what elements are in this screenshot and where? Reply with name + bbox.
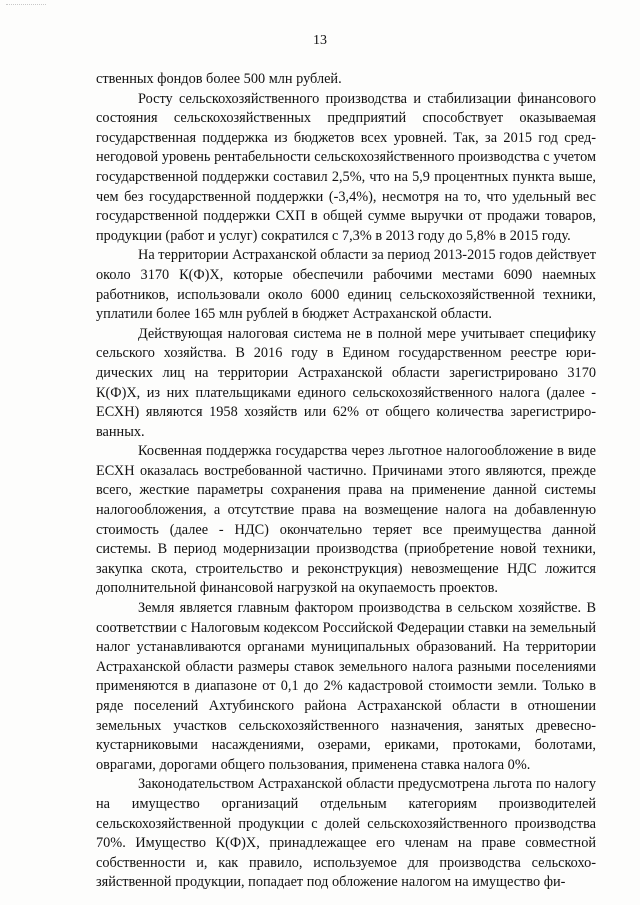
paragraph: Действующая налоговая система не в полной мере учитывает специфику сельского хозяйства. В 2016 году в Едином государственном реестре юридических лиц на территории Астраханской области зарегистрировано 3170 К(Ф)Х, из них плательщиками единого сельскохозяйственного налога (далее - ЕСХН) являются 1958 хозяйств или 62% от общего количества зарегистрированных. — [96, 325, 596, 440]
paragraph: Росту сельскохозяйственного производства и стабилизации финансового состояния сельскохозяйственных предприятий способствует оказываемая государственная поддержка из бюджетов всех уровней. Так, за 2015 год среднегодовой уровень рентабельности сельскохозяйственного производства с учетом государственной поддержки составил 2,5%, что на 5,9 процентных пункта выше, чем без государственной поддержки (-3,4%), несмотря на то, что удельный вес государственной поддержки СХП в общей сумме выручки от продажи товаров, продукции (работ и услуг) сократился с 7,3% в 2013 году до 5,8% в 2015 году. — [96, 90, 596, 244]
page-number: 13 — [313, 33, 327, 48]
paragraph: На территории Астраханской области за период 2013-2015 годов действует около 3170 К(Ф)Х, которые обеспечили рабочими местами 6090 наемных работников, использовали около 6000 единиц сельскохозяйственной техники, уплатили более 165 млн рублей в бюджет Астраханской области. — [96, 247, 596, 323]
paragraph-continuation: ственных фондов более 500 млн рублей. — [96, 71, 342, 87]
paragraph: Земля является главным фактором производства в сельском хозяйстве. В соответствии с Налоговым кодексом Российской Федерации ставки на земельный налог устанавливаются органами муниципальных образований. На территории Астраханской области размеры ставок земельного налога разными поселениями применяются в диапазоне от 0,1 до 2% кадастровой стоимости земли. Только в ряде поселений Ахтубинского района Астраханской области в отношении земельных участков сельскохозяйственного назначения, занятых древесно-кустарниковыми насаждениями, озерами, ериками, протоками, болотами, оврагами, дорогами общего пользования, применена ставка налога 0%. — [96, 600, 596, 773]
paragraph: Законодательством Астраханской области предусмотрена льгота по налогу на имущество организаций отдельным категориям производителей сельскохозяйственной продукции с долей сельскохозяйственного производства 70%. Имущество К(Ф)Х, принадлежащее его членам на праве совместной собственности и, как правило, используемое для производства сельскохозяйственной продукции, попадает под обложение налогом на имущество фи- — [96, 776, 596, 891]
paragraph: Косвенная поддержка государства через льготное налогообложение в виде ЕСХН оказалась востребованной частично. Причинами этого являются, прежде всего, жесткие параметры сохранения права на применение данной системы налогообложения, а отсутствие права на возмещение налога на добавленную стоимость (далее - НДС) окончательно теряет все преимущества данной системы. В период модернизации производства (приобретение новой техники, закупка скота, строительство и реконструкция) невозмещение НДС ложится дополнительной финансовой нагрузкой на окупаемость проектов. — [96, 443, 596, 597]
scan-artifact — [6, 4, 46, 7]
document-body — [96, 70, 596, 893]
